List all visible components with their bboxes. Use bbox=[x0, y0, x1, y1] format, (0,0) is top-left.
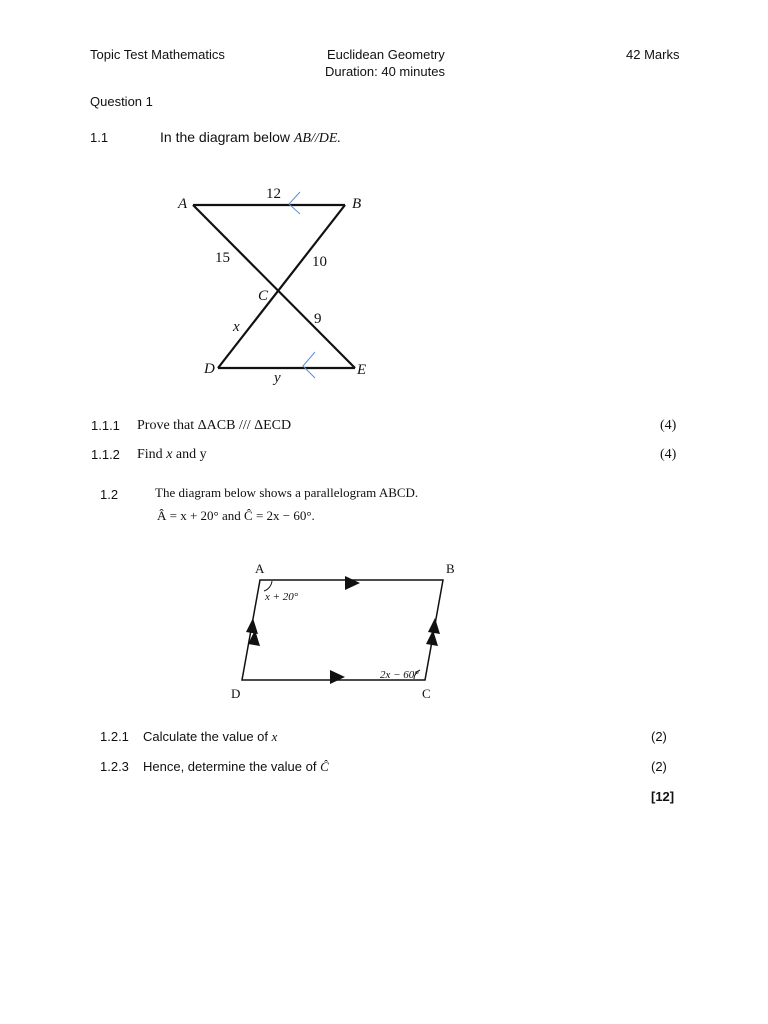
length-DC: x bbox=[233, 319, 240, 335]
header-duration: Duration: 40 minutes bbox=[325, 64, 445, 79]
q1-1-parallel-statement: AB//DE. bbox=[293, 131, 341, 146]
parallelogram-diagram bbox=[225, 555, 465, 705]
q1-2-3-marks: (2) bbox=[651, 759, 667, 774]
q1-1-1-marks: (4) bbox=[660, 418, 677, 433]
q1-1-1-text: Prove that ΔACB /// ΔECD bbox=[137, 418, 292, 433]
segment-AE bbox=[193, 205, 355, 368]
q1-1-2-text-post: and y bbox=[172, 447, 207, 462]
angle-C-label: 2x − 60° bbox=[380, 669, 419, 681]
header-left: Topic Test Mathematics bbox=[90, 47, 225, 62]
q1-2-3-text bbox=[143, 759, 329, 775]
q1-2-line2: Â = x + 20° and Ĉ = 2x − 60°. bbox=[157, 508, 315, 523]
header-topic: Euclidean Geometry bbox=[327, 47, 445, 62]
label-A: A bbox=[255, 561, 265, 576]
q1-1-2-var: x bbox=[166, 447, 173, 462]
q1-2-1-text bbox=[143, 729, 277, 745]
q1-2-3-number: 1.2.3 bbox=[100, 759, 129, 774]
q1-2-line1: The diagram below shows a parallelogram ABCD. bbox=[155, 485, 419, 500]
label-C: C bbox=[258, 288, 269, 304]
arrow-DC-icon bbox=[330, 670, 345, 684]
q1-2-3-var: Ĉ bbox=[320, 759, 329, 774]
length-AC: 15 bbox=[215, 250, 230, 266]
q1-2-number: 1.2 bbox=[100, 487, 119, 502]
q1-1-text bbox=[160, 129, 341, 147]
label-B: B bbox=[446, 561, 455, 576]
q1-1-2-text-pre: Find bbox=[137, 447, 167, 462]
parallel-mark-DE-icon bbox=[303, 352, 315, 378]
q1-2-1-text-main: Calculate the value of bbox=[143, 729, 272, 744]
question-title: Question 1 bbox=[90, 94, 153, 109]
q1-2-1-number: 1.2.1 bbox=[100, 729, 129, 744]
q1-1-statement: In the diagram below bbox=[160, 129, 290, 145]
length-AB: 12 bbox=[266, 186, 281, 202]
arrow-DA-1-icon bbox=[246, 618, 258, 634]
q1-2-1-marks: (2) bbox=[651, 729, 667, 744]
q1-1-2-text bbox=[137, 447, 207, 463]
q1-1-number: 1.1 bbox=[90, 130, 109, 145]
q1-2-1-var: x bbox=[271, 729, 278, 744]
length-CE: 9 bbox=[314, 311, 322, 327]
parallel-mark-AB-icon bbox=[289, 192, 300, 214]
label-D: D bbox=[204, 361, 215, 377]
angle-A-arc bbox=[264, 581, 272, 591]
q1-2-3-text-main: Hence, determine the value of bbox=[143, 759, 321, 774]
length-BC: 10 bbox=[312, 254, 327, 270]
length-DE: y bbox=[274, 370, 281, 386]
similar-triangles-diagram bbox=[160, 175, 390, 390]
header-marks: 42 Marks bbox=[626, 47, 680, 62]
segment-BD bbox=[218, 205, 345, 368]
arrow-AB-icon bbox=[345, 576, 360, 590]
q1-1-2-marks: (4) bbox=[660, 447, 677, 462]
label-E: E bbox=[357, 362, 367, 378]
q1-1-1-number: 1.1.1 bbox=[91, 418, 120, 433]
q1-1-2-number: 1.1.2 bbox=[91, 447, 120, 462]
label-B: B bbox=[352, 196, 362, 212]
arrow-CB-1-icon bbox=[428, 618, 440, 634]
label-D: D bbox=[231, 686, 241, 701]
question-total-marks: [12] bbox=[651, 789, 675, 804]
label-C: C bbox=[422, 686, 431, 701]
angle-A-label: x + 20° bbox=[265, 591, 299, 603]
label-A: A bbox=[178, 196, 188, 212]
